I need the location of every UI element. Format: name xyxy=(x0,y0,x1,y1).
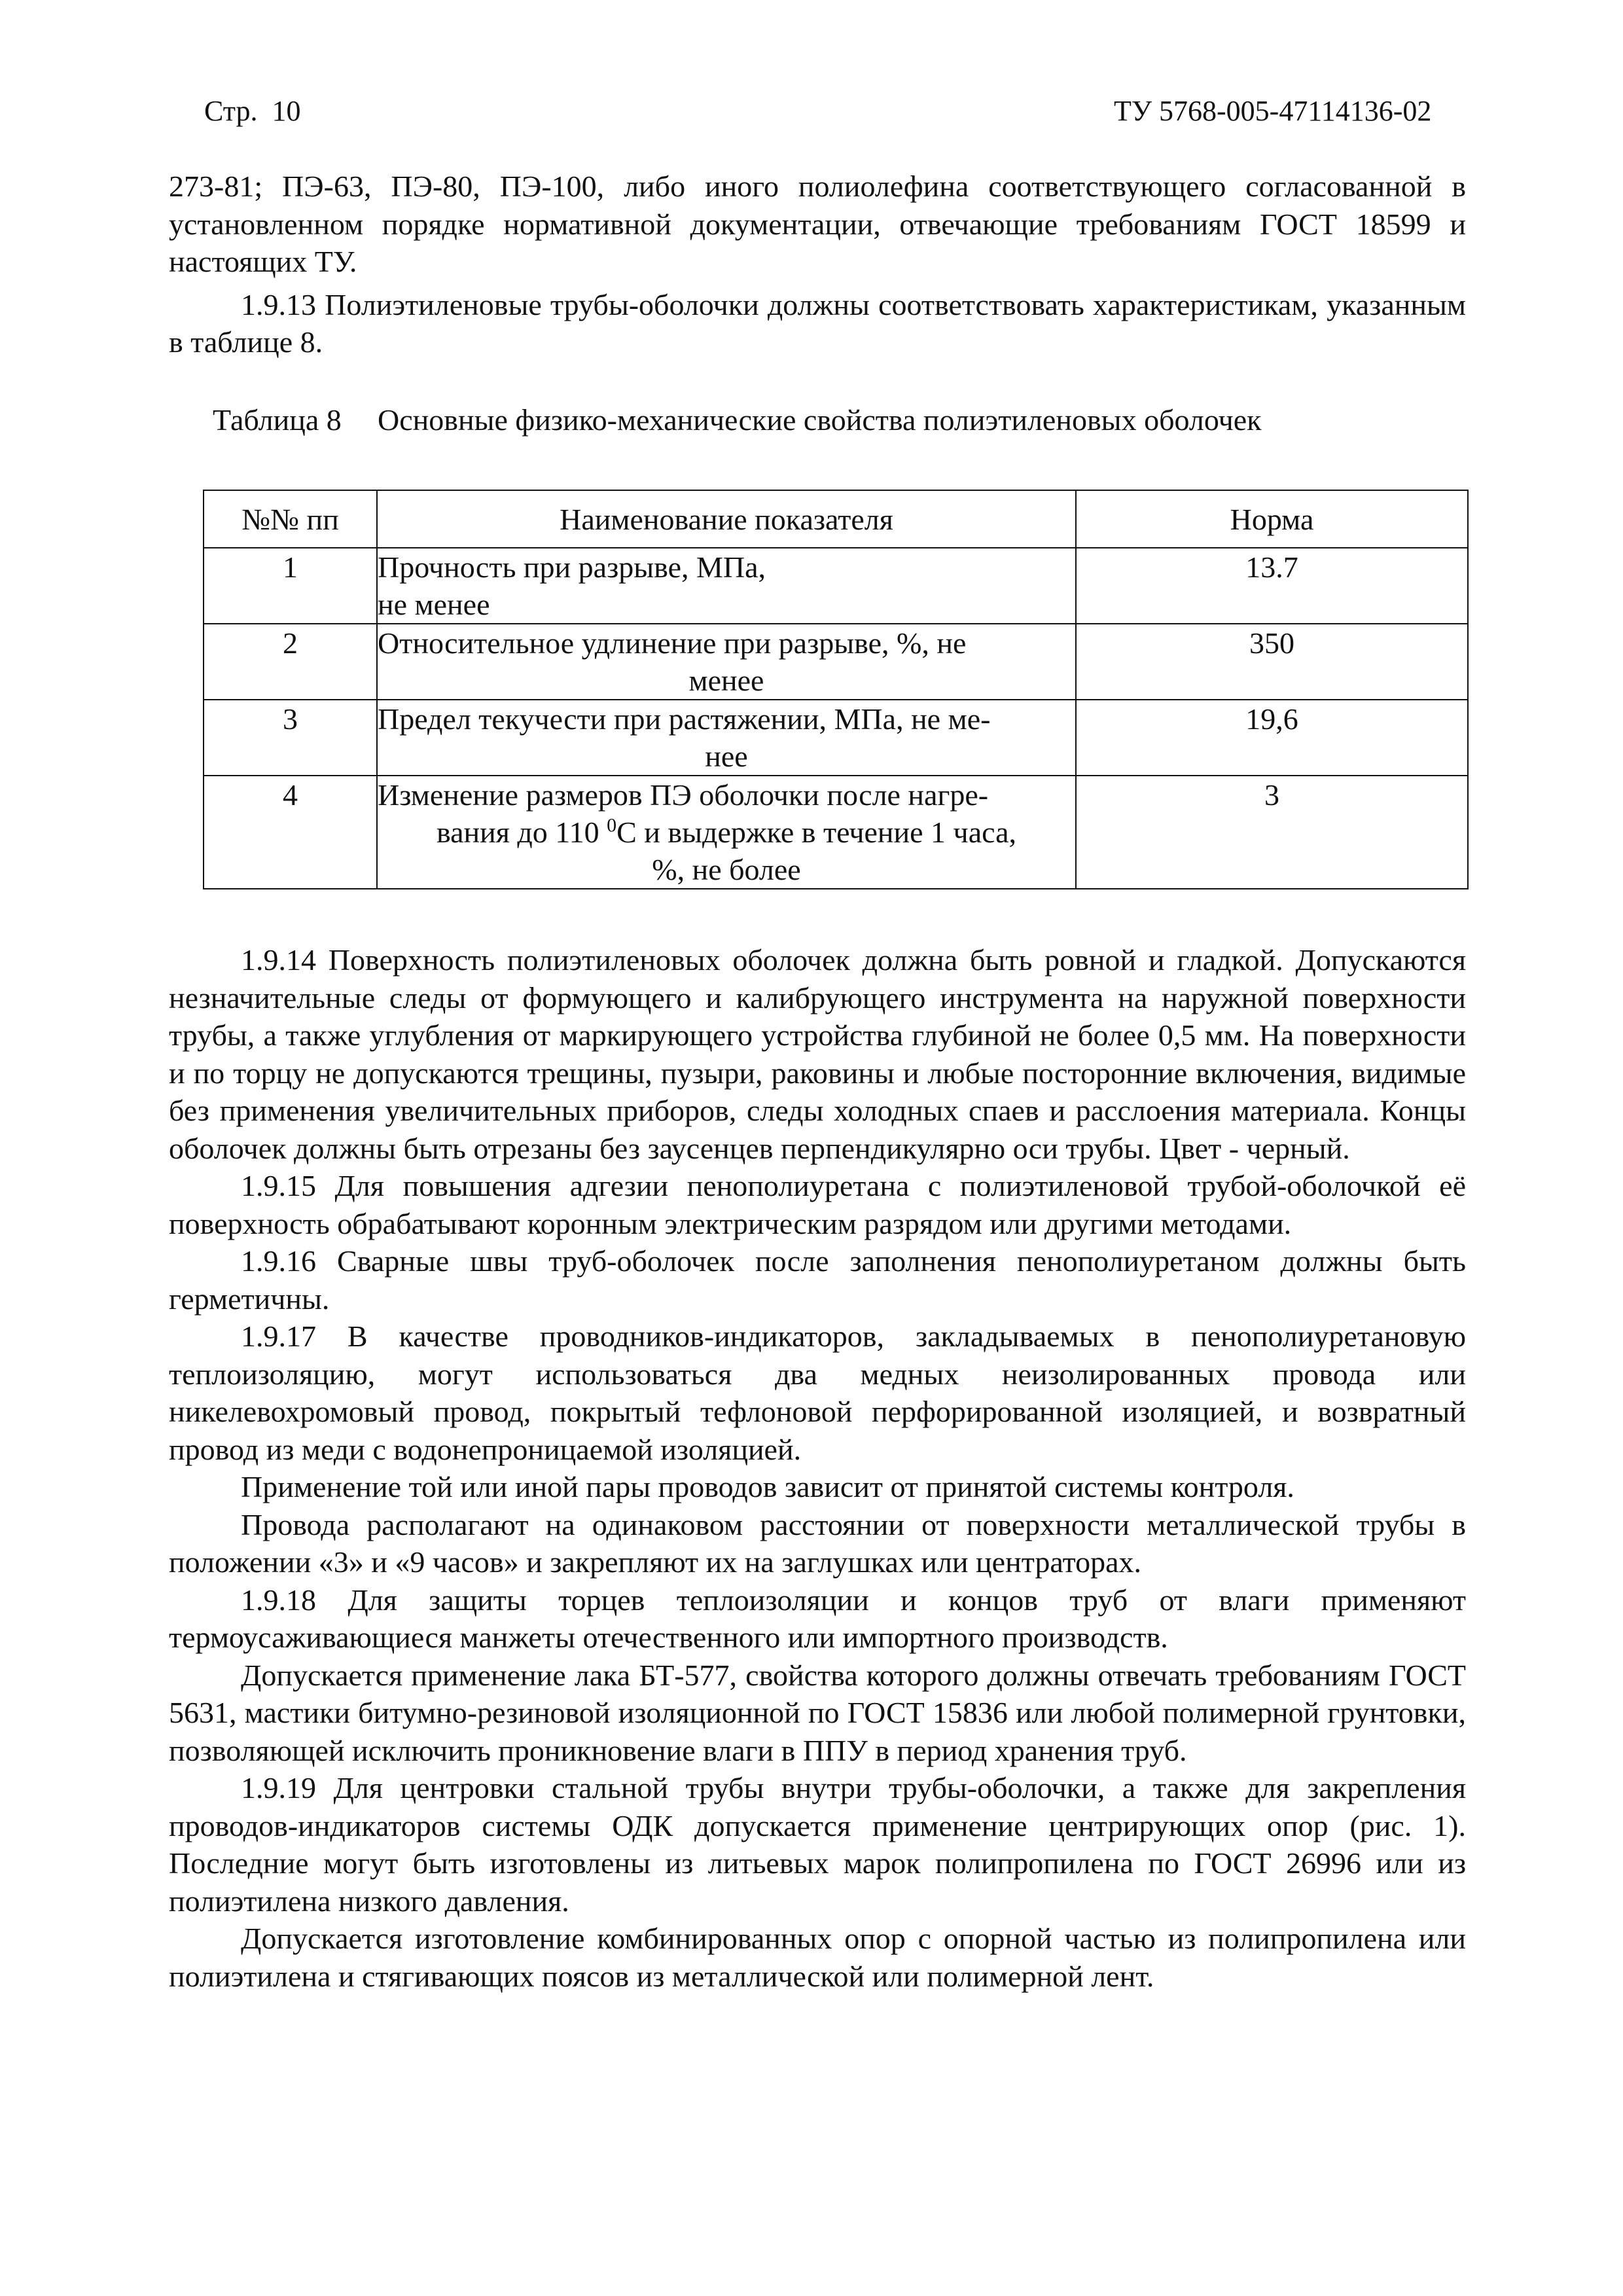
paragraph-1-9-13: 1.9.13 Полиэтиленовые трубы-оболочки должны соответствовать характеристикам, указанным в таблице 8. xyxy=(169,287,1466,359)
paragraph-lacquer: Допускается применение лака БТ-577, свойства которого должны отвечать требованиям ГОСТ 5631, мастики битумно-резиновой изоляционной по ГОСТ 15836 или любой полимерной грунтовки, позволяющей исключить проникновение влаги в ППУ в период хранения труб. xyxy=(169,1658,1466,1767)
paragraph-1-9-16: 1.9.16 Сварные швы труб-оболочек после заполнения пенополиуретаном должны быть герметичны. xyxy=(169,1244,1466,1316)
paragraph-wire-pairs: Применение той или иной пары проводов зависит от принятой системы контроля. xyxy=(241,1470,1294,1503)
header-norm: Норма xyxy=(1076,490,1468,548)
paragraph-wire-position: Провода располагают на одинаковом расстоянии от поверхности металлической трубы в положении «3» и «9 часов» и закрепляют их на заглушках или центраторах. xyxy=(169,1507,1466,1579)
row-norm: 13.7 xyxy=(1076,548,1468,624)
bottom-text-block xyxy=(169,941,1466,1995)
table-caption xyxy=(213,401,1262,440)
row-number: 4 xyxy=(204,776,377,889)
row-number: 1 xyxy=(204,548,377,624)
row-number: 3 xyxy=(204,700,377,776)
table-header-row xyxy=(204,490,1468,548)
table-row xyxy=(204,700,1468,776)
document-code: ТУ 5768-005-47114136-02 xyxy=(1114,95,1432,127)
paragraph-1-9-17: 1.9.17 В качестве проводников-индикаторов, закладываемых в пенополиуретановую теплоизоляцию, могут использоваться два медных неизолированных провода или никелевохромовый провод, покрытый тефлоновой перфорированной изоляцией, и возвратный провод из меди с водонепроницаемой изоляцией. xyxy=(169,1319,1466,1466)
top-text-block xyxy=(169,168,1466,361)
table-row xyxy=(204,624,1468,700)
paragraph-1-9-19: 1.9.19 Для центровки стальной трубы внутри трубы-оболочки, а также для закрепления проводов-индикаторов системы ОДК допускается применение центрирующих опор (рис. 1). Последние могут быть изготовлены из литьевых марок полипропилена по ГОСТ 26996 или из полиэтилена низкого давления. xyxy=(169,1771,1466,1918)
header-number: №№ пп xyxy=(204,490,377,548)
page-label: Стр. xyxy=(204,95,258,127)
paragraph-continuation: 273-81; ПЭ-63, ПЭ-80, ПЭ-100, либо иного полиолефина соответствующего согласованной в установленном порядке нормативной документации, отвечающие требованиям ГОСТ 18599 и настоящих ТУ. xyxy=(169,170,1466,278)
paragraph-combined-supports: Допускается изготовление комбинированных опор с опорной частью из полипропилена или полиэтилена и стягивающих поясов из металлической или полимерной лент. xyxy=(169,1922,1466,1993)
header-name: Наименование показателя xyxy=(377,490,1076,548)
page-number-label xyxy=(204,92,301,131)
table-row xyxy=(204,776,1468,889)
row-norm: 3 xyxy=(1076,776,1468,889)
table-caption-title: Основные физико-механические свойства полиэтиленовых оболочек xyxy=(378,403,1262,437)
row-name: Изменение размеров ПЭ оболочки после нагре- вания до 110 $^0$С и выдержке в течение 1 часа, %, не более xyxy=(377,776,1076,889)
table-caption-label: Таблица 8 xyxy=(213,403,342,437)
row-name: Предел текучести при растяжении, МПа, не ме- нее xyxy=(377,700,1076,776)
table-row xyxy=(204,548,1468,624)
paragraph-1-9-14: 1.9.14 Поверхность полиэтиленовых оболочек должна быть ровной и гладкой. Допускаются незначительные следы от формующего и калибрующего инструмента на наружной поверхности трубы, а также углубления от маркирующего устройства глубиной не более 0,5 мм. На поверхности и по торцу не допускаются трещины, пузыри, раковины и любые посторонние включения, видимые без применения увеличительных приборов, следы холодных спаев и расслоения материала. Концы оболочек должны быть отрезаны без заусенцев перпендикулярно оси трубы. Цвет - черный. xyxy=(169,943,1466,1165)
paragraph-1-9-15: 1.9.15 Для повышения адгезии пенополиуретана с полиэтиленовой трубой-оболочкой её поверхность обрабатывают коронным электрическим разрядом или другими методами. xyxy=(169,1169,1466,1240)
properties-table xyxy=(203,490,1469,889)
page-number: 10 xyxy=(272,95,301,127)
row-norm: 350 xyxy=(1076,624,1468,700)
row-norm: 19,6 xyxy=(1076,700,1468,776)
row-number: 2 xyxy=(204,624,377,700)
row-name: Прочность при разрыве, МПа, не менее xyxy=(377,548,1076,624)
row-name: Относительное удлинение при разрыве, %, не менее xyxy=(377,624,1076,700)
paragraph-1-9-18: 1.9.18 Для защиты торцев теплоизоляции и концов труб от влаги применяют термоусаживающиеся манжеты отечественного или импортного производств. xyxy=(169,1583,1466,1654)
